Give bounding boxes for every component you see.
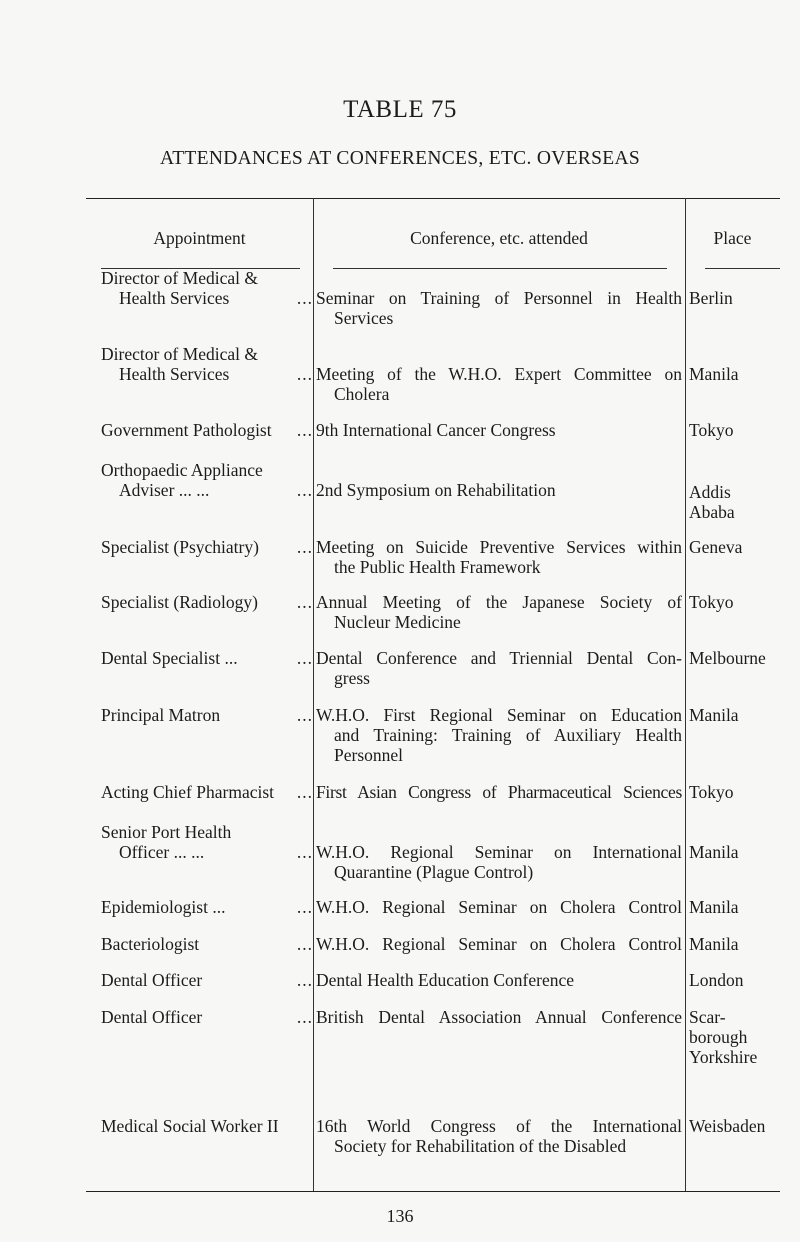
header-rule: [705, 268, 780, 269]
header-rule: [333, 268, 667, 269]
appointment-text: Specialist (Radiology): [101, 592, 258, 612]
table-subtitle: ATTENDANCES AT CONFERENCES, ETC. OVERSEAS: [160, 148, 640, 169]
header-appointment: Appointment: [153, 228, 246, 248]
header-conference: Conference, etc. attended: [410, 228, 588, 248]
conference-text: Meeting of the W.H.O. Expert Committee on: [316, 364, 682, 384]
appointment-cell: Principal Matron ...: [101, 705, 313, 725]
place-cell: [689, 1116, 779, 1136]
appointment-cell: Bacteriologist ...: [101, 934, 313, 954]
appointment-text: Dental Specialist ...: [101, 648, 238, 668]
place-text: Tokyo: [689, 420, 734, 440]
conference-text: W.H.O. Regional Seminar on Cholera Control: [316, 934, 682, 954]
appointment-cell: Dental Specialist ... ...: [101, 648, 313, 668]
conference-cell: [316, 897, 682, 917]
conference-text: Annual Meeting of the Japanese Society of: [316, 592, 682, 612]
conference-cell: [316, 782, 682, 802]
appointment-cell: Epidemiologist ... ...: [101, 897, 313, 917]
place-text: Manila: [689, 934, 739, 954]
appointment-text: Orthopaedic Appliance: [101, 460, 263, 480]
conference-text: gress: [334, 668, 370, 688]
conference-cell: [316, 934, 682, 954]
place-text: Tokyo: [689, 592, 734, 612]
conference-cell: [316, 1116, 682, 1156]
appointment-cell: Orthopaedic Appliance Adviser ... ... ...: [101, 460, 313, 500]
appointment-cell: Government Pathologist ...: [101, 420, 313, 440]
appointment-text: Adviser ... ...: [119, 480, 210, 500]
place-cell: [689, 970, 779, 990]
appointment-cell: Senior Port Health Officer ... ... ...: [101, 822, 313, 862]
appointment-text: Specialist (Psychiatry): [101, 537, 259, 557]
conference-cell: [316, 970, 682, 990]
place-text: Manila: [689, 705, 739, 725]
header-place: Place: [713, 228, 752, 248]
appointment-cell: Acting Chief Pharmacist ...: [101, 782, 313, 802]
place-text: Melbourne: [689, 648, 766, 668]
conference-text: Dental Conference and Triennial Dental Con-: [316, 648, 682, 668]
appointment-text: Senior Port Health: [101, 822, 232, 842]
conference-text: Cholera: [334, 384, 390, 404]
place-cell: [689, 288, 779, 308]
conference-text: Nucleur Medicine: [334, 612, 461, 632]
place-cell: [689, 364, 779, 384]
table-top-rule: [86, 198, 780, 199]
place-text: Manila: [689, 364, 739, 384]
conference-cell: [316, 288, 682, 328]
appointment-cell: Dental Officer ...: [101, 970, 313, 990]
conference-text: Services: [334, 308, 394, 328]
conference-text: Quarantine (Plague Control): [334, 862, 534, 882]
conference-text: 9th International Cancer Congress: [316, 420, 556, 440]
appointment-text: Director of Medical &: [101, 268, 258, 288]
conference-text: 16th World Congress of the International: [316, 1116, 682, 1136]
conference-text: W.H.O. First Regional Seminar on Education: [316, 705, 682, 725]
appointment-cell: [101, 1116, 313, 1136]
place-cell: [689, 782, 779, 802]
conference-cell: [316, 705, 682, 765]
conference-cell: [316, 420, 682, 440]
conference-cell: [316, 842, 682, 882]
appointment-text: Government Pathologist: [101, 420, 272, 440]
appointment-text: Principal Matron: [101, 705, 221, 725]
table-title: TABLE 75: [343, 96, 457, 123]
appointment-cell: Dental Officer ...: [101, 1007, 313, 1027]
place-cell: [689, 482, 779, 522]
appointment-text: Health Services: [119, 364, 230, 384]
conference-cell: [316, 364, 682, 404]
appointment-text: Director of Medical &: [101, 344, 258, 364]
place-cell: [689, 420, 779, 440]
appointment-text: Bacteriologist: [101, 934, 200, 954]
place-cell: [689, 537, 779, 557]
conference-cell: [316, 592, 682, 632]
place-text: Berlin: [689, 288, 733, 308]
place-text: Manila: [689, 842, 739, 862]
conference-text: and Training: Training of Auxiliary Health: [334, 725, 682, 745]
place-text: Addis: [689, 482, 731, 502]
place-text: Manila: [689, 897, 739, 917]
place-cell: [689, 648, 779, 668]
appointment-text: Medical Social Worker II: [101, 1116, 279, 1136]
conference-text: Personnel: [334, 745, 404, 765]
place-text: Geneva: [689, 537, 743, 557]
conference-cell: [316, 537, 682, 577]
place-text: borough: [689, 1027, 748, 1047]
conference-cell: [316, 648, 682, 688]
appointment-text: Acting Chief Pharmacist: [101, 782, 275, 802]
place-text: Tokyo: [689, 782, 734, 802]
appointment-text: Health Services: [119, 288, 230, 308]
page-number: 136: [386, 1206, 414, 1226]
place-text: Ababa: [689, 502, 735, 522]
conference-text: the Public Health Framework: [334, 557, 541, 577]
place-cell: [689, 897, 779, 917]
place-cell: [689, 934, 779, 954]
conference-text: British Dental Association Annual Conference: [316, 1007, 682, 1027]
conference-text: Society for Rehabilitation of the Disabled: [334, 1136, 627, 1156]
table-bottom-rule: [86, 1191, 780, 1192]
column-divider: [313, 198, 314, 1191]
place-cell: [689, 1007, 779, 1067]
appointment-text: Epidemiologist ...: [101, 897, 226, 917]
place-cell: [689, 842, 779, 862]
conference-text: Seminar on Training of Personnel in Health: [316, 288, 682, 308]
conference-text: Dental Health Education Conference: [316, 970, 575, 990]
appointment-cell: Director of Medical & Health Services ...: [101, 268, 313, 308]
appointment-text: Officer ... ...: [119, 842, 205, 862]
conference-text: 2nd Symposium on Rehabilitation: [316, 480, 556, 500]
appointment-text: Dental Officer: [101, 970, 203, 990]
conference-cell: [316, 480, 682, 500]
place-cell: [689, 705, 779, 725]
place-text: London: [689, 970, 744, 990]
place-text: Weisbaden: [689, 1116, 766, 1136]
appointment-text: Dental Officer: [101, 1007, 203, 1027]
conference-text: W.H.O. Regional Seminar on International: [316, 842, 682, 862]
conference-cell: [316, 1007, 682, 1027]
column-divider: [685, 198, 686, 1191]
conference-text: W.H.O. Regional Seminar on Cholera Control: [316, 897, 682, 917]
place-cell: [689, 592, 779, 612]
appointment-cell: Specialist (Radiology) ...: [101, 592, 313, 612]
conference-text: First Asian Congress of Pharmaceutical Sciences: [316, 782, 682, 802]
appointment-cell: Director of Medical & Health Services ...: [101, 344, 313, 384]
conference-text: Meeting on Suicide Preventive Services within: [316, 537, 682, 557]
place-text: Scar-: [689, 1007, 726, 1027]
appointment-cell: Specialist (Psychiatry) ...: [101, 537, 313, 557]
place-text: Yorkshire: [689, 1047, 758, 1067]
